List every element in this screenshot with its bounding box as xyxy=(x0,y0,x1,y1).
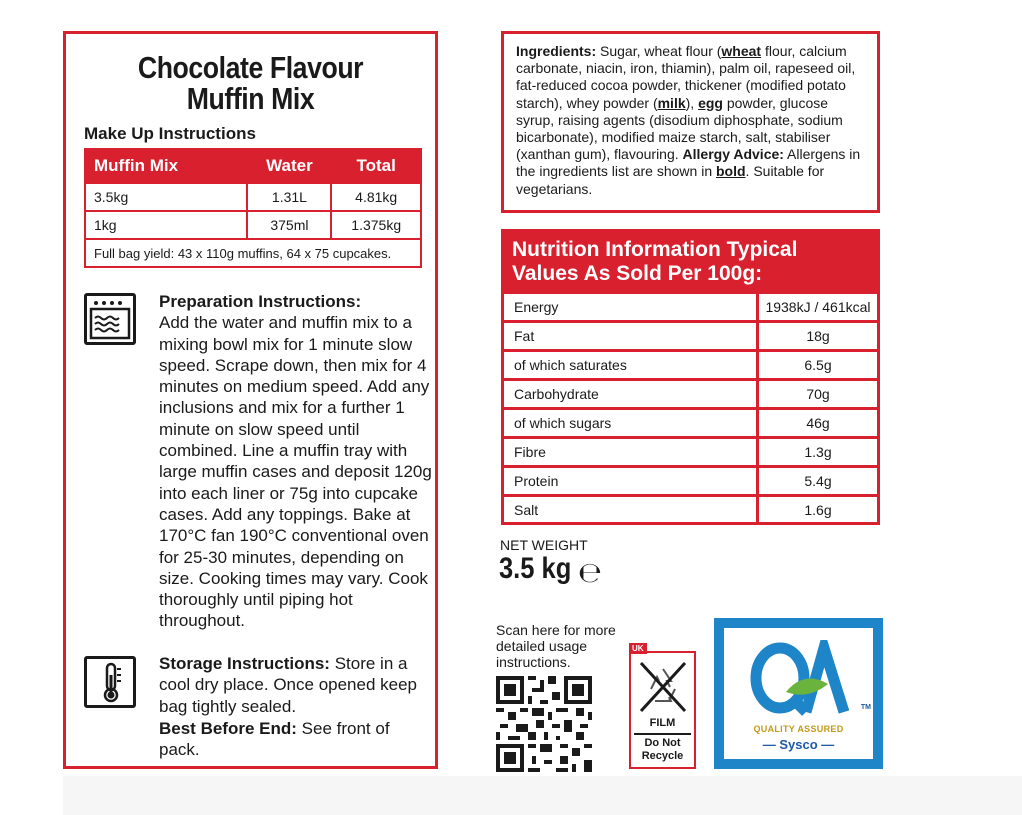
nutrient-name: Fibre xyxy=(504,438,758,467)
makeup-table-header xyxy=(85,149,421,183)
table-row xyxy=(504,409,877,438)
trademark: TM xyxy=(860,704,871,711)
nutrient-value: 18g xyxy=(758,322,878,351)
ingredients-heading: Ingredients: xyxy=(516,43,597,59)
net-weight-value: 3.5 kg xyxy=(499,552,572,585)
nutrient-value: 5.4g xyxy=(758,467,878,496)
uk-tag: UK xyxy=(629,643,647,654)
best-before-end xyxy=(159,718,434,761)
recycling-badge xyxy=(629,644,696,769)
nutrient-value: 1.6g xyxy=(758,496,878,524)
scan-instructions: Scan here for more detailed usage instructions. xyxy=(496,622,616,670)
nutrient-name: of which sugars xyxy=(504,409,758,438)
ingredients-text: powder, glucose syrup, raising agents (disodium diphosphate, sodium bicarbonate), modified maize starch, salt, stabiliser (xanthan gum), flavouring. xyxy=(516,94,843,163)
allergen-wheat: wheat xyxy=(721,43,762,59)
qa-caption: QUALITY ASSURED xyxy=(753,724,844,734)
cell: 3.5kg xyxy=(85,183,247,211)
qr-code[interactable] xyxy=(496,676,592,772)
nutrient-value: 1.3g xyxy=(758,438,878,467)
nutrient-name: Salt xyxy=(504,496,758,524)
storage-instructions xyxy=(159,653,434,717)
nutrient-name: Energy xyxy=(504,293,758,322)
bbe-heading: Best Before End: xyxy=(159,719,297,738)
instructions-panel xyxy=(63,31,438,769)
ingredients-text: ), xyxy=(685,94,699,111)
nutrition-table xyxy=(504,291,877,523)
estimated-sign-icon: ℮ xyxy=(578,556,602,589)
qa-mark-icon xyxy=(746,640,852,720)
nutrient-value: 6.5g xyxy=(758,351,878,380)
qa-brand: — Sysco — xyxy=(762,737,835,752)
makeup-table xyxy=(84,148,422,268)
nutrient-value: 1938kJ / 461kcal xyxy=(758,293,878,322)
allergen-egg: egg xyxy=(698,94,723,111)
allergy-text: Allergens in the ingredients list are shown in xyxy=(516,146,861,180)
oven-icon xyxy=(84,293,136,345)
table-row xyxy=(504,293,877,322)
bbe-body: See front of pack. xyxy=(159,719,390,760)
ingredients-text: Sugar, wheat flour ( xyxy=(600,43,722,59)
nutrient-name: Carbohydrate xyxy=(504,380,758,409)
thermometer-icon xyxy=(84,656,136,708)
nutrition-header: Nutrition Information Typical Values As Sold Per 100g: xyxy=(504,232,877,291)
col-header-water: Water xyxy=(247,149,331,183)
ingredients-box xyxy=(501,31,880,213)
crossed-recycle-icon xyxy=(637,659,689,715)
yield-row xyxy=(85,239,421,267)
bold-example: bold xyxy=(716,163,746,180)
allergen-milk: milk xyxy=(657,94,686,111)
nutrient-name: Protein xyxy=(504,467,758,496)
col-header-muffin-mix: Muffin Mix xyxy=(85,149,247,183)
table-row xyxy=(85,183,421,211)
footer-strip xyxy=(63,776,1022,815)
do-not-recycle-label: Do Not Recycle xyxy=(641,737,684,762)
storage-body: Store in a cool dry place. Once opened keep bag tightly sealed. xyxy=(159,654,418,716)
cell: 1kg xyxy=(85,211,247,239)
cell: 375ml xyxy=(247,211,331,239)
col-header-total: Total xyxy=(331,149,421,183)
storage-heading: Storage Instructions: xyxy=(159,654,330,673)
cell: 1.375kg xyxy=(331,211,421,239)
prep-heading: Preparation Instructions: xyxy=(159,292,362,311)
nutrient-name: Fat xyxy=(504,322,758,351)
quality-assured-logo xyxy=(714,618,883,769)
divider xyxy=(634,733,691,735)
net-weight-label: NET WEIGHT xyxy=(500,537,588,553)
table-row xyxy=(504,438,877,467)
yield-text: Full bag yield: 43 x 110g muffins, 64 x 75 cupcakes. xyxy=(85,239,421,267)
table-row xyxy=(85,211,421,239)
preparation-instructions xyxy=(159,291,434,632)
cell: 4.81kg xyxy=(331,183,421,211)
film-label: FILM xyxy=(649,717,676,729)
nutrient-name: of which saturates xyxy=(504,351,758,380)
nutrient-value: 70g xyxy=(758,380,878,409)
nutrition-table-box xyxy=(501,229,880,525)
table-row xyxy=(504,380,877,409)
table-row xyxy=(504,467,877,496)
product-title: Chocolate Flavour Muffin Mix xyxy=(137,50,364,116)
table-row xyxy=(504,322,877,351)
allergy-heading: Allergy Advice: xyxy=(682,146,784,163)
cell: 1.31L xyxy=(247,183,331,211)
prep-body: Add the water and muffin mix to a mixing bowl mix for 1 minute slow speed. Scrape down, then mix for 4 minutes on medium speed. Add any inclusions and mix for a further 1 minute on slow speed until combined. Line a muffin tray with large muffin cases and deposit 120g into each liner or 75g into cupcake cases. Add any toppings. Bake at 170°C fan 190°C conventional oven for 25-30 minutes, depending on size. Cooking times may vary. Cook thoroughly until piping hot throughout. xyxy=(159,313,432,631)
nutrient-value: 46g xyxy=(758,409,878,438)
makeup-heading: Make Up Instructions xyxy=(84,124,256,143)
table-row xyxy=(504,351,877,380)
table-row xyxy=(504,496,877,524)
ingredients-text: flour, calcium carbonate, niacin, iron, thiamin), palm oil, rapeseed oil, fat-reduced cocoa powder, thickener (modified potato starch), whey powder ( xyxy=(516,43,856,111)
allergy-text: . Suitable for vegetarians. xyxy=(516,163,825,197)
